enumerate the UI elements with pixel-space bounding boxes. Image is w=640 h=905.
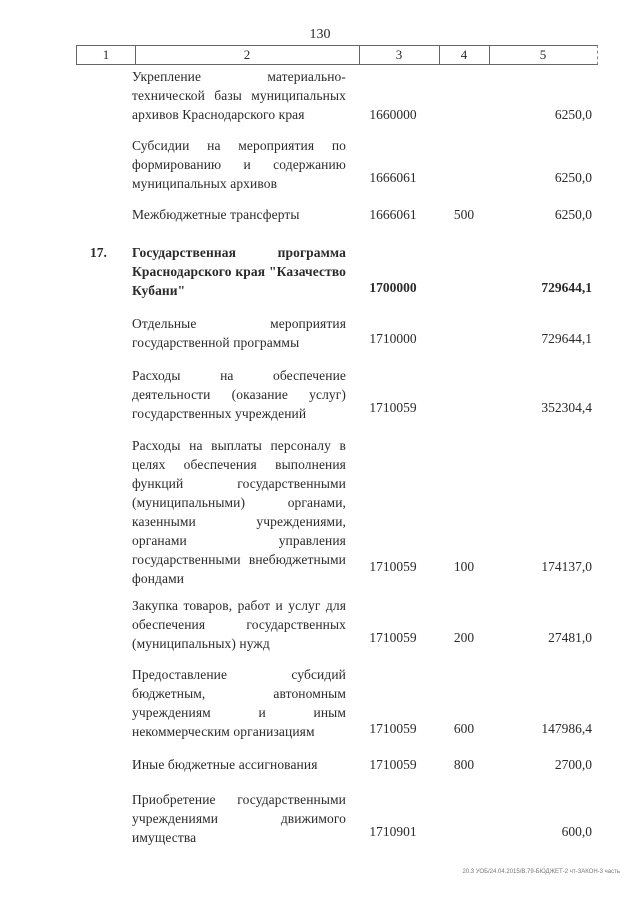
row-name: Укрепление материально-технической базы муниципальных архивов Краснодарского края bbox=[132, 69, 346, 122]
row-amount: 600,0 bbox=[561, 824, 592, 839]
table-row bbox=[0, 755, 640, 775]
row-code: 1700000 bbox=[369, 280, 417, 295]
row-name: Расходы на обеспечение деятельности (оказание услуг) государственных учреждений bbox=[132, 368, 346, 421]
row-expense-type: 200 bbox=[453, 630, 475, 645]
header-col-5: 5 bbox=[539, 47, 547, 62]
row-code: 1666061 bbox=[369, 170, 417, 185]
table-row bbox=[0, 366, 640, 426]
row-name: Межбюджетные трансферты bbox=[132, 207, 300, 222]
row-name: Отдельные мероприятия государственной программы bbox=[132, 316, 346, 350]
row-expense-type: 500 bbox=[453, 207, 475, 222]
row-amount: 729644,1 bbox=[541, 280, 592, 295]
table-row bbox=[0, 665, 640, 745]
row-amount: 729644,1 bbox=[541, 331, 592, 346]
row-code: 1660000 bbox=[369, 107, 417, 122]
table-header bbox=[76, 45, 598, 65]
table-row bbox=[0, 205, 640, 225]
table-row bbox=[0, 436, 640, 586]
header-col-1: 1 bbox=[102, 47, 110, 62]
table-row bbox=[0, 596, 640, 656]
row-code: 1710059 bbox=[369, 559, 417, 574]
row-number: 17. bbox=[90, 245, 107, 260]
document-footer: 20.3 УОБ/24.04.2015/В.79-БЮДЖЕТ-2 чт-ЗАКОН-3 часть bbox=[462, 869, 620, 875]
row-code: 1710059 bbox=[369, 721, 417, 736]
row-amount: 27481,0 bbox=[548, 630, 592, 645]
header-col-3: 3 bbox=[395, 47, 403, 62]
row-code: 1710059 bbox=[369, 757, 417, 772]
row-amount: 6250,0 bbox=[554, 107, 592, 122]
table-row bbox=[0, 67, 640, 127]
row-amount: 352304,4 bbox=[541, 400, 592, 415]
row-expense-type: 600 bbox=[453, 721, 475, 736]
row-amount: 6250,0 bbox=[554, 207, 592, 222]
row-code: 1710000 bbox=[369, 331, 417, 346]
row-amount: 174137,0 bbox=[541, 559, 592, 574]
table-row bbox=[0, 790, 640, 850]
table-row bbox=[0, 314, 640, 354]
row-name: Предоставление субсидий бюджетным, автономным учреждениям и иным некоммерческим организациям bbox=[132, 667, 346, 739]
row-code: 1710059 bbox=[369, 400, 417, 415]
table-row bbox=[0, 136, 640, 196]
row-amount: 147986,4 bbox=[541, 721, 592, 736]
table-row bbox=[0, 243, 640, 303]
row-code: 1710059 bbox=[369, 630, 417, 645]
row-code: 1666061 bbox=[369, 207, 417, 222]
row-expense-type: 100 bbox=[453, 559, 475, 574]
row-name: Приобретение государственными учреждениями движимого имущества bbox=[132, 792, 346, 845]
row-amount: 2700,0 bbox=[554, 757, 592, 772]
row-amount: 6250,0 bbox=[554, 170, 592, 185]
header-col-4: 4 bbox=[460, 47, 468, 62]
row-expense-type: 800 bbox=[453, 757, 475, 772]
header-col-2: 2 bbox=[243, 47, 251, 62]
row-name: Расходы на выплаты персоналу в целях обеспечения выполнения функций государственными (муниципальными) органами, казенными учреждениями, органами управления государственными внебюджетными фондами bbox=[132, 438, 346, 586]
row-code: 1710901 bbox=[369, 824, 417, 839]
page-number: 130 bbox=[309, 27, 331, 42]
row-name: Иные бюджетные ассигнования bbox=[132, 757, 318, 772]
row-name: Государственная программа Краснодарского края "Казачество Кубани" bbox=[132, 245, 346, 298]
row-name: Субсидии на мероприятия по формированию и содержанию муниципальных архивов bbox=[132, 138, 346, 191]
row-name: Закупка товаров, работ и услуг для обеспечения государственных (муниципальных) нужд bbox=[132, 598, 346, 651]
